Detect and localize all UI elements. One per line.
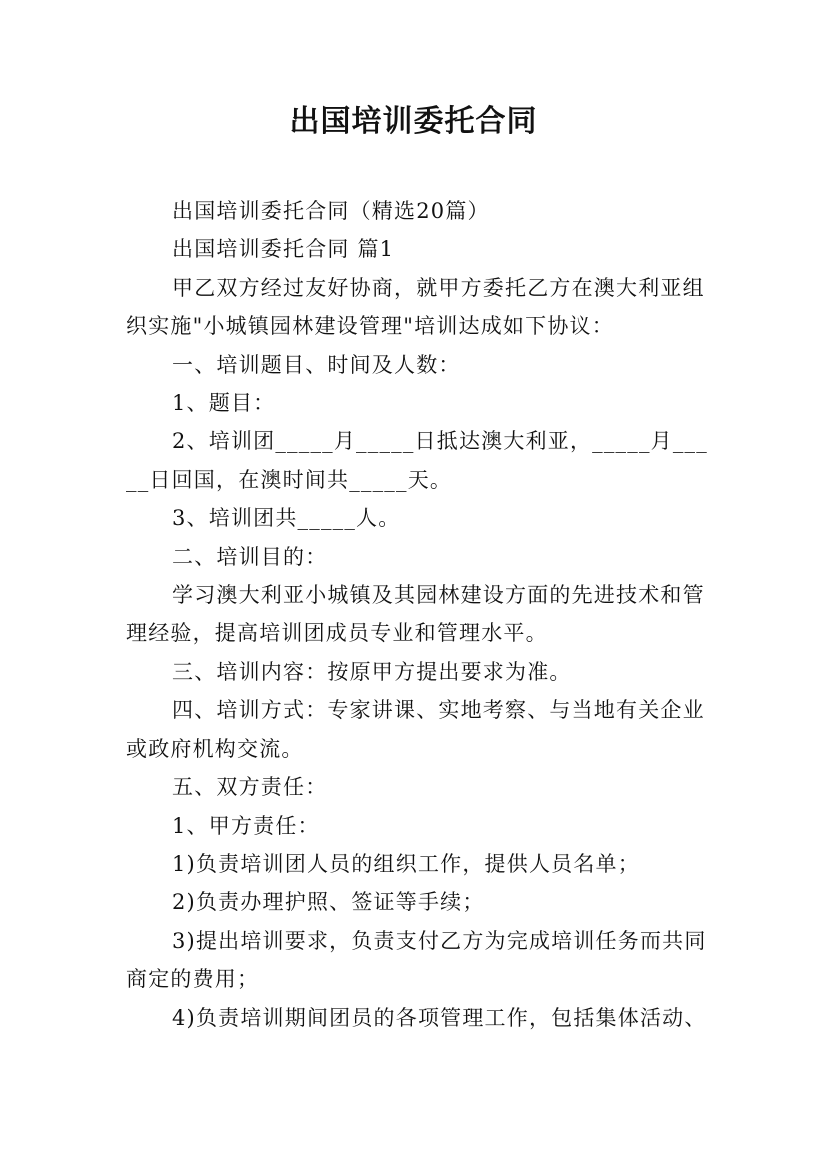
paragraph-clause-1-3: 3、培训团共_____人。 (172, 506, 401, 531)
paragraph-clause-5-1-1: 1)负责培训团人员的组织工作，提供人员名单； (172, 851, 640, 876)
document-title: 出国培训委托合同 (289, 104, 538, 139)
paragraph-clause-5-heading: 五、双方责任： (172, 775, 328, 800)
paragraph-clause-2-heading: 二、培训目的： (172, 544, 328, 569)
paragraph-clause-5-1-3: 3)提出培训要求，负责支付乙方为完成培训任务而共同商定的费用； (126, 928, 707, 992)
paragraph-clause-1-1: 1、题目： (172, 391, 276, 416)
paragraph-clause-5-1-4: 4)负责培训期间团员的各项管理工作，包括集体活动、 (172, 1005, 707, 1030)
paragraph-subtitle: 出国培训委托合同（精选20篇） (172, 199, 490, 223)
paragraph-clause-3: 三、培训内容：按原甲方提出要求为准。 (172, 659, 572, 684)
paragraph-clause-1-heading: 一、培训题目、时间及人数： (172, 352, 461, 377)
paragraph-clause-5-1-heading: 1、甲方责任： (172, 813, 320, 838)
paragraph-section-heading: 出国培训委托合同 篇1 (172, 237, 395, 262)
paragraph-intro: 甲乙双方经过友好协商，就甲方委托乙方在澳大利亚组织实施"小城镇园林建设管理"培训达成如下协议： (126, 275, 705, 339)
paragraph-clause-4: 四、培训方式：专家讲课、实地考察、与当地有关企业或政府机构交流。 (126, 698, 705, 761)
paragraph-clause-2-body: 学习澳大利亚小城镇及其园林建设方面的先进技术和管理经验，提高培训团成员专业和管理水平。 (126, 583, 705, 646)
document-body (126, 192, 710, 1037)
paragraph-clause-5-1-2: 2)负责办理护照、签证等手续； (172, 890, 485, 915)
paragraph-clause-1-2: 2、培训团_____月_____日抵达澳大利亚，_____月_____日回国，在澳时间共_____天。 (126, 429, 708, 492)
